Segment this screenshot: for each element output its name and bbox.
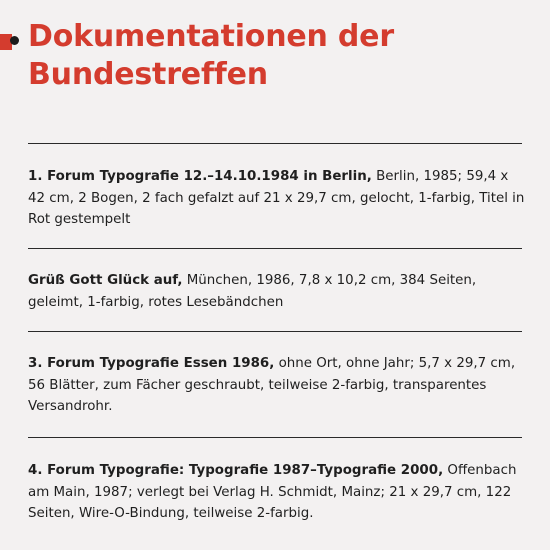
entry-title: 4. Forum Typografie: Typografie 1987–Typografie 2000, — [28, 463, 444, 478]
list-item — [28, 270, 528, 313]
divider — [28, 437, 522, 438]
bullet-dot — [10, 36, 19, 45]
divider — [28, 143, 522, 144]
list-item — [28, 166, 528, 231]
divider — [28, 331, 522, 332]
list-item — [28, 460, 528, 525]
entry-title: 3. Forum Typografie Essen 1986, — [28, 356, 275, 371]
entry-details: ohne Ort, ohne Jahr; 5,7 x 29,7 cm, 56 Blätter, zum Fächer geschraubt, teilweise 2-farbig, transparentes Versandrohr. — [28, 356, 516, 414]
list-item — [28, 353, 528, 418]
entry-details: Offenbach am Main, 1987; verlegt bei Verlag H. Schmidt, Mainz; 21 x 29,7 cm, 122 Seiten, Wire-O-Bindung, teilweise 2-farbig. — [28, 463, 517, 521]
entry-title: 1. Forum Typografie 12.–14.10.1984 in Berlin, — [28, 169, 372, 184]
page-title: Dokumentationen der Bundestreffen — [28, 19, 394, 92]
divider — [28, 248, 522, 249]
entry-details: München, 1986, 7,8 x 10,2 cm, 384 Seiten, geleimt, 1-farbig, rotes Lesebändchen — [28, 273, 477, 310]
entry-title: Grüß Gott Glück auf, — [28, 273, 183, 288]
entry-details: Berlin, 1985; 59,4 x 42 cm, 2 Bogen, 2 fach gefalzt auf 21 x 29,7 cm, gelocht, 1-farbig, Titel in Rot gestempelt — [28, 169, 525, 227]
